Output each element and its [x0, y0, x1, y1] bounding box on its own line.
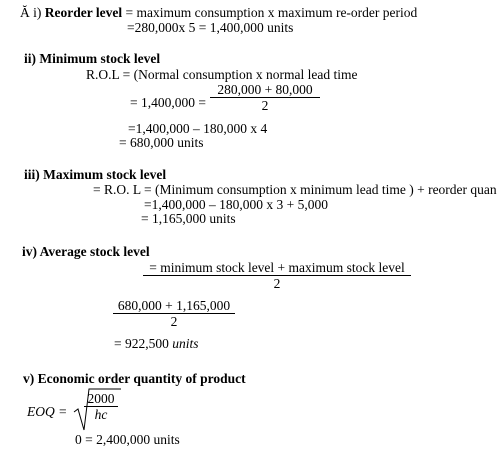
- average-stock-result: [114, 336, 199, 351]
- fraction-denominator: 2: [273, 276, 281, 291]
- reorder-level-line: [20, 5, 417, 20]
- eoq-lhs: EOQ =: [27, 404, 68, 419]
- fraction-numerator: = minimum stock level + maximum stock level: [143, 260, 411, 276]
- minimum-stock-heading: ii) Minimum stock level: [24, 51, 161, 66]
- average-stock-unit: units: [172, 336, 199, 351]
- fraction-numerator: 680,000 + 1,165,000: [113, 298, 235, 314]
- fraction-denominator: hc: [94, 407, 108, 422]
- section-prefix: Ă i): [20, 5, 42, 20]
- maximum-stock-formula: = R.O. L = (Minimum consumption x minimum lead time ) + reorder quan: [93, 182, 497, 197]
- minimum-stock-step: =1,400,000 – 180,000 x 4: [128, 121, 268, 136]
- maximum-stock-result: = 1,165,000 units: [141, 211, 236, 226]
- eoq-radicand-fraction: [84, 391, 118, 422]
- maximum-stock-step: =1,400,000 – 180,000 x 3 + 5,000: [144, 197, 328, 212]
- maximum-stock-heading: iii) Maximum stock level: [24, 167, 167, 182]
- fraction-numerator: 2000: [84, 391, 118, 407]
- reorder-level-formula: = maximum consumption x maximum re-order period: [122, 5, 418, 20]
- average-stock-values-fraction: [113, 298, 235, 329]
- minimum-stock-eq-lhs: = 1,400,000 =: [130, 95, 206, 110]
- fraction-denominator: 2: [170, 314, 178, 329]
- reorder-level-calc: =280,000x 5 = 1,400,000 units: [127, 20, 294, 35]
- fraction-numerator: 280,000 + 80,000: [210, 82, 320, 98]
- reorder-level-heading: Reorder level: [44, 5, 123, 20]
- average-stock-heading: iv) Average stock level: [22, 244, 150, 259]
- minimum-stock-result: = 680,000 units: [119, 135, 204, 150]
- eoq-heading: v) Economic order quantity of product: [23, 371, 246, 386]
- fraction-denominator: 2: [261, 98, 269, 113]
- average-stock-formula-fraction: [143, 260, 411, 291]
- minimum-stock-fraction: [210, 82, 320, 113]
- minimum-stock-formula: R.O.L = (Normal consumption x normal lead time: [86, 67, 358, 82]
- eoq-result: 0 = 2,400,000 units: [75, 432, 180, 447]
- average-stock-value: = 922,500: [114, 336, 169, 351]
